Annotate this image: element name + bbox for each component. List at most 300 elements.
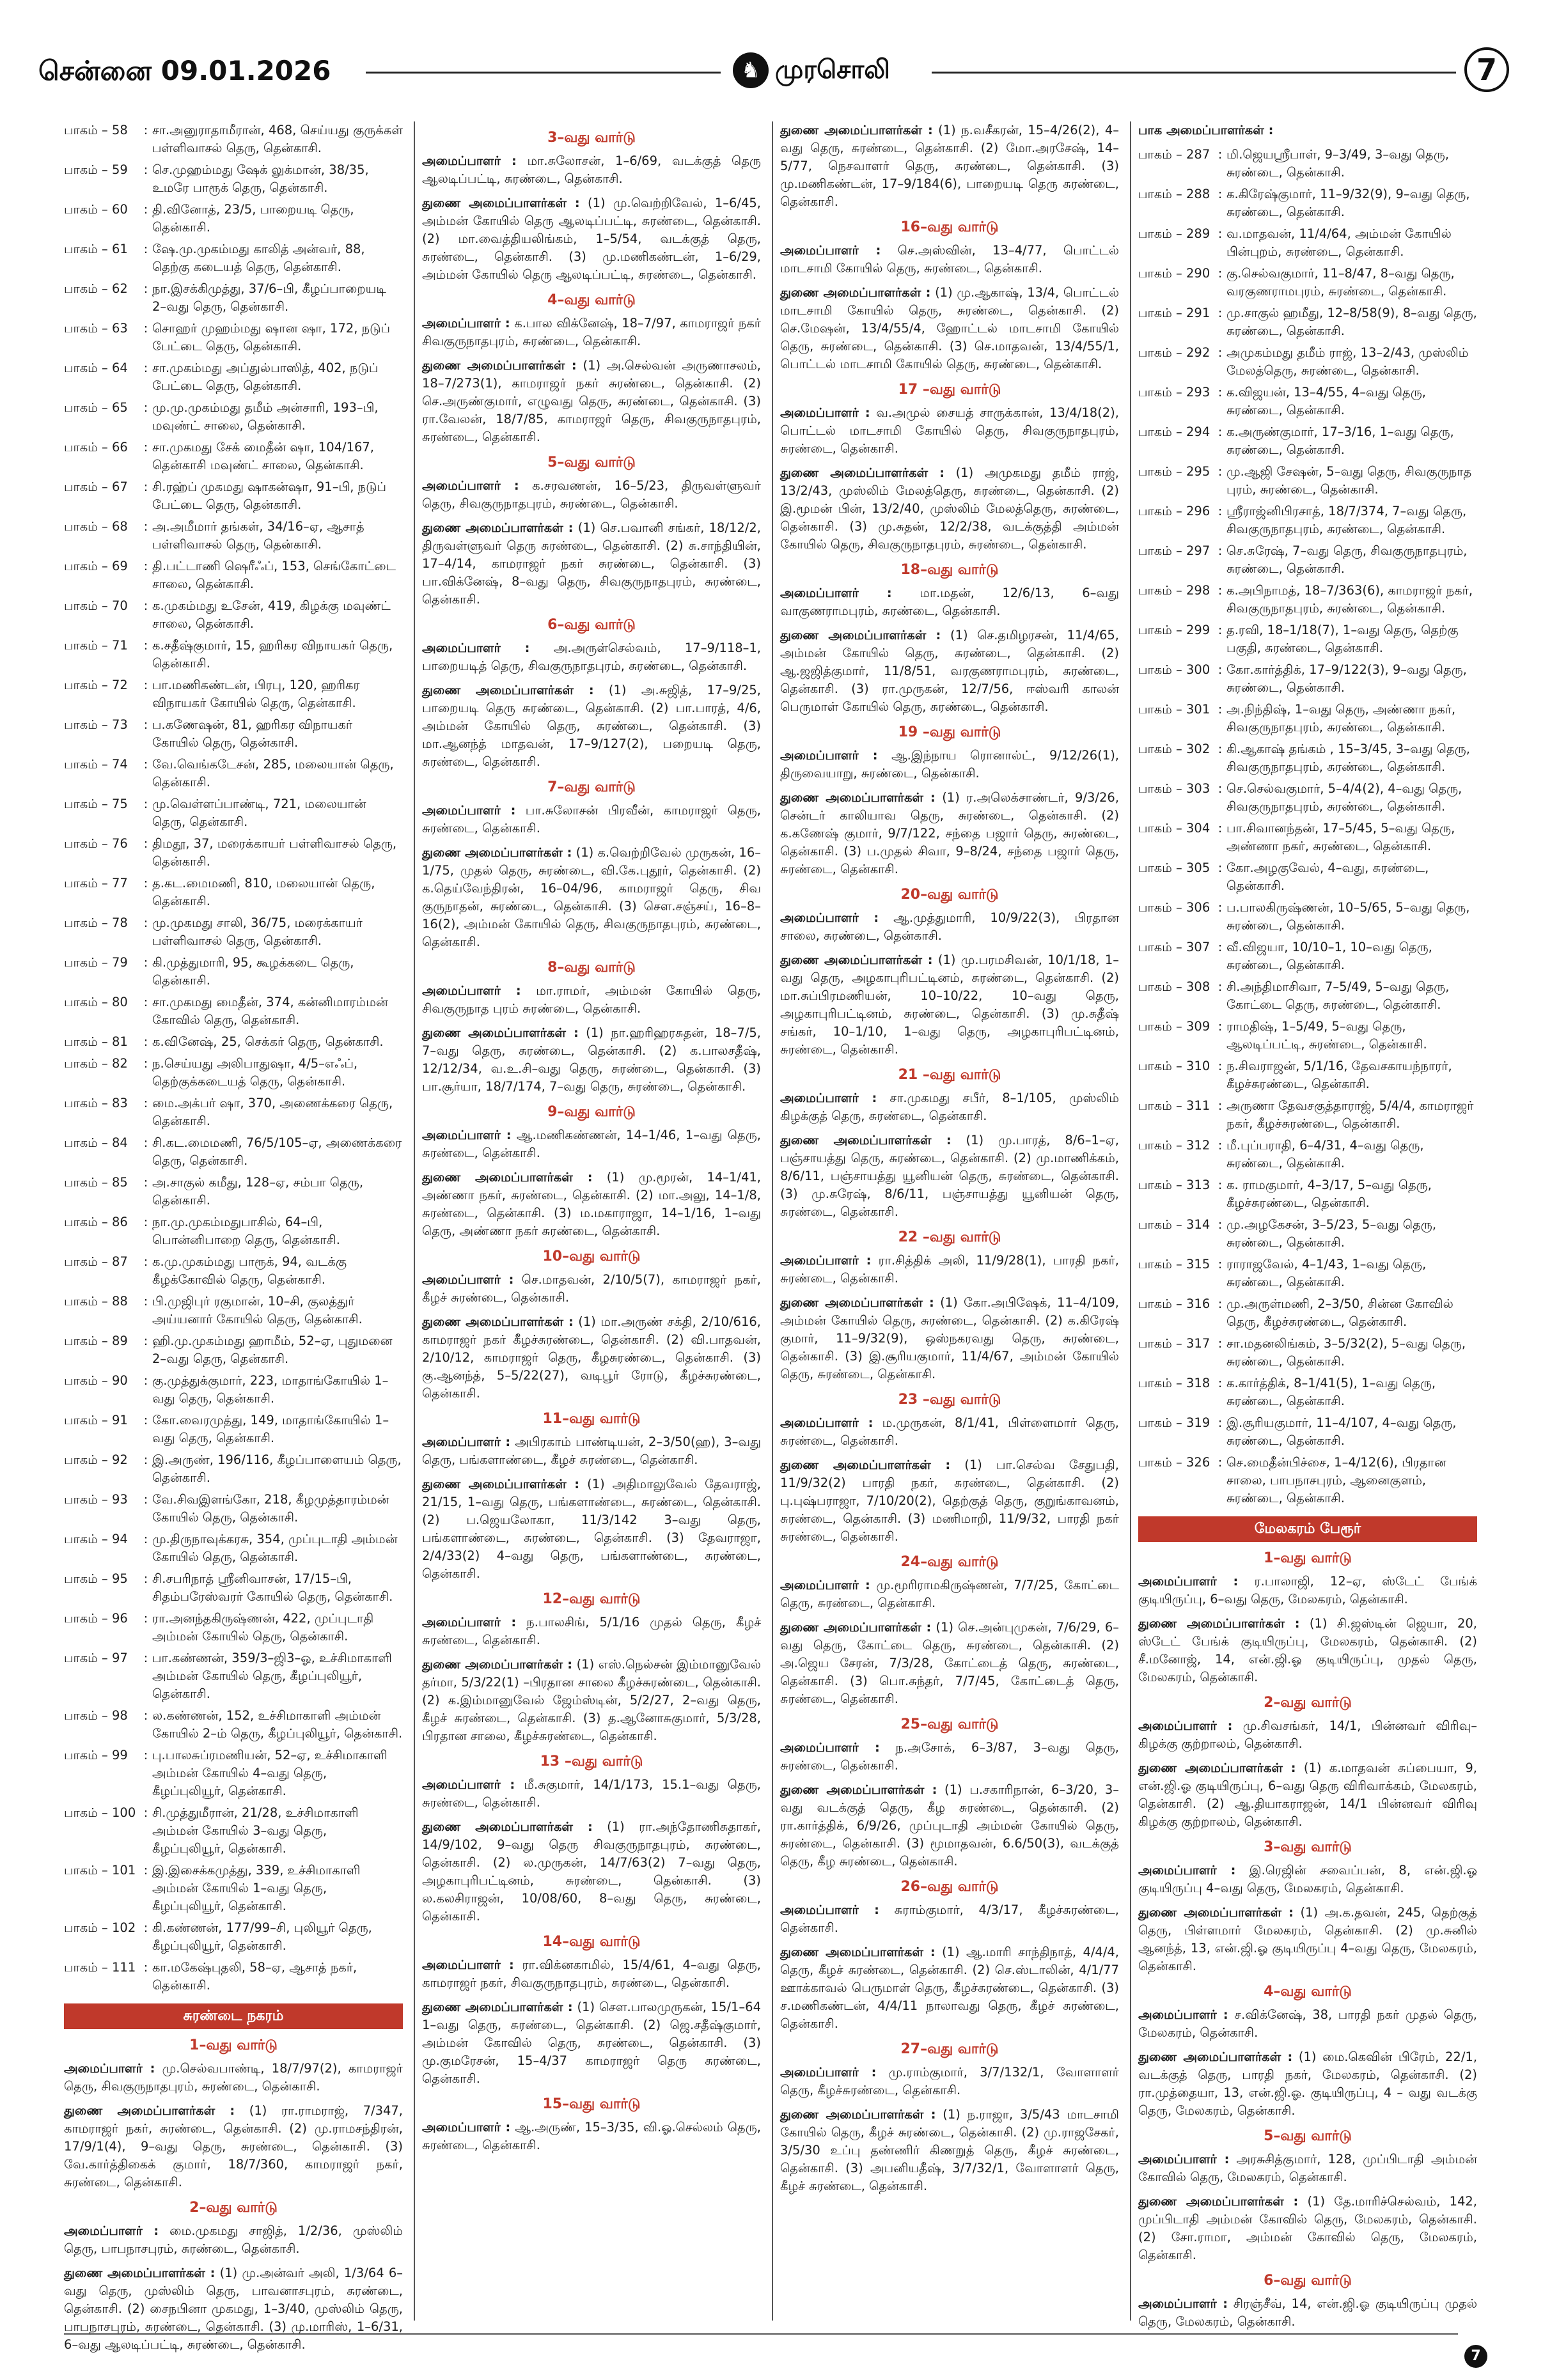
booth-row [1138,938,1477,974]
booth-entry: கா.மகேஷ்புதலி, 58–ஏ, ஆசாத் நகர், தென்காசி. [152,1960,357,1993]
ward-heading: 2–வது வார்டு [189,2200,278,2216]
separator: : [1218,543,1223,558]
booth-row [64,1033,403,1051]
separator: : [143,242,148,256]
deputy-organisers-entry [780,121,1119,211]
booth-row [1138,265,1477,300]
deputy-text: (1) ரா.அந்தோணிசுதாகர், 14/9/102, 9–வது தெரு சிவகுருநாதபுரம், சுரண்டை, தென்காசி. (2) ல.முருகன், 14/7/63(2) 7–வது தெரு, அழகாபுரிபட்டினம், சுரண்டை, தென்காசி. (3) ல.கலசிராஜன், 10/08/60, 8–வது தெரு, சுரண்டை, தென்காசி. [422,1819,761,1924]
organiser-entry [780,404,1119,458]
booth-row [64,1134,403,1170]
organiser-text: ஆ.இந்நாய ரொனால்ட், 9/12/26(1), திருவையாறு, சுரண்டை, தென்காசி. [780,748,1120,781]
deputy-text: (1) நா.ஹரிஹரசுதன், 18–7/5, 7–வது தெரு, சுரண்டை, தென்காசி. (2) க.பாலசதீஷ், 12/12/34, வ.உ.சி–வது தெரு, சுரண்டை, தென்காசி. (3) பா.சூர்யா, 18/7/174, 7–வது தெரு, சுரண்டை, தென்காசி. [422,1025,761,1094]
organiser-label: அமைப்பாளர் : [780,1902,879,1917]
booth-entry: சி.கட.மைமணி, 76/5/105–ஏ, அணைக்கரை தெரு, தென்காசி. [152,1135,402,1168]
booth-label: பாகம் – 72 [64,678,128,692]
organiser-text: சுராம்குமார், 4/3/17, கீழச்சுரண்டை, தென்காசி. [780,1902,1119,1935]
booth-label: பாகம் – 62 [64,281,128,296]
ward-heading: 3–வது வார்டு [1264,1839,1352,1855]
article-columns [64,121,1522,2352]
booth-label: பாகம் – 295 [1138,464,1210,479]
deputy-label: துணை அமைப்பாளர்கள் : [780,1620,932,1635]
ward-heading: 1–வது வார்டு [1264,1550,1352,1566]
deputy-organisers-entry [780,284,1119,373]
booth-label: பாகம் – 98 [64,1708,128,1723]
separator: : [143,1034,148,1049]
organiser-text: ர.பாலாஜி, 12–ஏ, ஸ்டேட் பேங்க் குடியிருப்பு, 6–வது தெரு, மேலகரம், தென்காசி. [1138,1574,1477,1606]
ward-heading: 22 –வது வார்டு [898,1229,1001,1245]
separator: : [1218,1138,1223,1153]
separator: : [143,995,148,1009]
organiser-label: அமைப்பாளர் : [422,153,517,168]
organiser-label: அமைப்பாளர் : [64,2061,155,2076]
organiser-text: அ.அருள்செல்வம், 17–9/118–1, பாறையடித் தெரு, சிவகுருநாதபுரம், சுரண்டை, தென்காசி. [422,641,762,673]
issue-date: சென்னை 09.01.2026 [38,55,331,86]
elephant-logo-icon: ♞ [733,52,769,88]
booth-row [64,835,403,871]
organiser-label: அமைப்பாளர் : [780,2065,877,2080]
separator: : [143,479,148,494]
booth-label: பாகம் – 301 [1138,702,1210,717]
deputy-label: துணை அமைப்பாளர்கள் : [780,465,945,480]
booth-label: பாகம் – 63 [64,321,128,336]
separator: : [1218,583,1223,598]
organiser-entry [422,1271,761,1307]
booth-entry: அருணா தேவசகுத்தாராஜ், 5/4/4, காமராஜர் நகர், கீழச்சுரண்டை, தென்காசி. [1226,1098,1474,1131]
booth-label: பாகம் – 80 [64,995,128,1009]
organiser-entry [422,315,761,350]
deputy-organisers-entry [1138,2048,1477,2120]
booth-entry: ப.கணேஷன், 81, ஹரிகர விநாயகர் கோயில் தெரு, தென்காசி. [152,717,353,750]
deputy-text: (1) ந.வசீகரன், 15–4/26(2), 4–வது தெரு, சுரண்டை, தென்காசி. (2) மோ.அரசேஷ், 14–5/77, நெசவாளர் தெரு, சுரண்டை, தென்காசி. (3) மு.மணிகண்டன், 17–9/184(6), பாறையடி தெரு சுரண்டை, தென்காசி. [780,123,1120,209]
separator: : [1218,1217,1223,1232]
separator: : [143,1334,148,1348]
separator: : [1218,385,1223,400]
booth-entry: இ.சூரியகுமார், 11–4/107, 4–வது தெரு, சுரண்டை, தென்காசி. [1226,1415,1457,1448]
separator: : [143,1452,148,1467]
deputy-text: (1) அமுகமது தமீம் ராஜ், 13/2/43, முஸ்லிம் மேலத்தெரு, சுரண்டை, தென்காசி. (2) இ.மூமன் பின், 13/2/40, முஸ்லிம் மேலத்தெரு, சுரண்டை, தென்காசி. (3) மு.சுதன், 12/2/38, வடக்குத்தி அம்மன் கோயில் தெரு, சிவகுருநாதபுரம், சுரண்டை, தென்காசி. [780,465,1119,552]
organiser-text: க.பால விக்னேஷ், 18–7/97, காமராஜர் நகர் சிவகுருநாதபுரம், சுரண்டை, தென்காசி. [422,316,761,348]
organiser-text: அரசுசித்குமார், 128, முப்பிடாதி அம்மன் கோவில் தெரு, மேலகரம், தென்காசி. [1138,2152,1477,2184]
booth-row [64,518,403,554]
booth-row [1138,740,1477,776]
booth-row [1138,1176,1477,1212]
booth-row [1138,1137,1477,1172]
booth-entry: வ.மாதவன், 11/4/64, அம்மன் கோயில் பின்புறம், சுரண்டை, தென்காசி. [1226,226,1452,259]
booth-row [64,1746,403,1800]
separator: : [1218,1455,1223,1470]
ward-heading: 16–வது வார்டு [900,219,999,235]
booth-row [64,1253,403,1289]
deputy-organisers-entry [422,681,761,771]
column-1 [64,121,403,2352]
booth-entry: சா.முகமது மைதீன், 374, கன்னிமாரம்மன் கோவில் தெரு, தென்காசி. [152,995,388,1027]
booth-row [64,1919,403,1955]
ward-heading: 13 –வது வார்டு [540,1754,643,1769]
booth-entry: கி.முத்துமாரி, 95, கூழக்கடை தெரு, தென்காசி. [152,955,354,988]
booth-entry: கோ.அழகுவேல், 4–வது, சுரண்டை, தென்காசி. [1226,860,1429,893]
organiser-label: அமைப்பாளர் : [422,1777,515,1792]
booth-label: பாகம் – 76 [64,836,128,851]
deputy-text: (1) மு.பாரத், 8/6–1–ஏ, பஞ்சாயத்து தெரு, சுரண்டை, தென்காசி. (2) மு.மாணிக்கம், 8/6/11, பஞ்சாயத்து யூனியன் தெரு, சுரண்டை, தென்காசி. (3) மு.சுரேஷ், 8/6/11, பஞ்சாயத்து யூனியன் தெரு, சுரண்டை, தென்காசி. [780,1133,1119,1219]
organiser-label: அமைப்பாளர் : [1138,2007,1228,2022]
booth-label: பாகம் – 312 [1138,1138,1210,1153]
booth-entry: க.விஜயன், 13–4/55, 4–வது தெரு, சுரண்டை, தென்காசி. [1226,385,1426,417]
booth-label: பாகம் – 297 [1138,543,1210,558]
booth-entry: ராமதிஷ், 1–5/49, 5–வது தெரு, ஆலடிப்பட்டி, சுரண்டை, தென்காசி. [1226,1019,1427,1052]
organiser-text: சா.முகமது சபீர், 8–1/105, முஸ்லிம் கிழக்குத் தெரு, சுரண்டை, தென்காசி. [780,1091,1120,1123]
ward-heading: 26–வது வார்டு [900,1879,999,1895]
booth-row [64,1530,403,1566]
booth-row [64,993,403,1029]
booth-row [64,399,403,435]
organiser-entry [780,1576,1119,1612]
booth-entry: சி.ரஹ்ப் முகமது ஷாகன்ஷா, 91–பி, நடுப் பேட்டை தெரு, தென்காசி. [152,479,387,512]
booth-row [1138,661,1477,697]
organiser-entry [422,477,761,513]
deputy-label: துணை அமைப்பாளர்கள் : [780,285,931,300]
organiser-text: ஆ.அருண், 15–3/35, வி.ஓ.செல்லம் தெரு, சுரண்டை, தென்காசி. [422,2120,761,2152]
booth-label: பாகம் – 74 [64,757,128,772]
masthead-rule-left [366,72,721,74]
booth-entry: இ.இசைக்கமுத்து, 339, உச்சிமாகாளி அம்மன் கோயில் 1–வது தெரு, கீழப்புலியூர், தென்காசி. [152,1863,361,1913]
deputy-organisers-entry [780,1781,1119,1871]
organiser-label: அமைப்பாளர் : [422,2120,511,2135]
booth-row [1138,978,1477,1014]
ward-heading: 4–வது வார்டு [1264,1984,1352,2000]
booth-label: பாகம் – 291 [1138,306,1210,320]
booth-row [64,1412,403,1447]
deputy-label: துணை அமைப்பாளர்கள் : [780,628,941,642]
booth-label: பாகம் – 90 [64,1373,128,1388]
booth-label: பாகம் – 101 [64,1863,136,1878]
booth-entry: ப.பாலகிருஷ்ணன், 10–5/65, 5–வது தெரு, சுரண்டை, தென்காசி. [1226,900,1470,933]
booth-label: பாகம் – 86 [64,1215,128,1229]
booth-label: பாகம் – 94 [64,1532,128,1546]
deputy-organisers-entry [780,1619,1119,1708]
booth-label: பாகம் – 296 [1138,504,1210,518]
deputy-label: துணை அமைப்பாளர்கள் : [64,2103,235,2118]
booth-entry: மு.வெள்ளப்பாண்டி, 721, மலையான் தெரு, தென்காசி. [152,797,366,829]
booth-label: பாகம் – 61 [64,242,128,256]
deputy-label: துணை அமைப்பாளர்கள் : [422,683,594,697]
organiser-text: ச.விக்னேஷ், 38, பாரதி நகர் முதல் தெரு, மேலகரம், தென்காசி. [1138,2007,1478,2040]
organiser-entry [422,1126,761,1162]
organiser-entry [780,1414,1119,1450]
organiser-entry [1138,1573,1477,1608]
organiser-label: அமைப்பாளர் : [780,748,878,763]
booth-entry: கோ.கார்த்திக், 17–9/122(3), 9–வது தெரு, சுரண்டை, தென்காசி. [1226,662,1467,695]
deputy-text: (1) கோ.அபிஷேக், 11–4/109, அம்மன் கோயில் தெரு, சுரண்டை, தென்காசி. (2) க.கிரேஷ் குமார், 11–9/32(9), ஒஸ்நகரவது தெரு, சுரண்டை, தென்காசி. (3) இ.சூரியகுமார், 11/4/67, அம்மன் கோயில் தெரு, சுரண்டை, தென்காசி. [780,1295,1119,1381]
booth-entry: த.ரவி, 18–1/18(7), 1–வது தெரு, தெற்கு பகுதி, சுரண்டை, தென்காசி. [1226,623,1459,655]
deputy-text: (1) மு.வெற்றிவேல், 1–6/45, அம்மன் கோயில் தெரு ஆலடிப்பட்டி, சுரண்டை, தென்காசி. (2) மா.வைத்தியலிங்கம், 1–5/54, வடக்குத் தெரு, சுரண்டை, தென்காசி. (3) மு.மணிகண்டன், 1–6/29, அம்மன் கோயில் தெரு ஆலடிப்பட்டி, சுரண்டை, தென்காசி. [422,196,761,282]
organiser-text: ரா.சித்திக் அலி, 11/9/28(1), பாரதி நகர், சுரண்டை, தென்காசி. [780,1253,1119,1286]
deputy-organisers-entry [780,1132,1119,1221]
masthead [33,46,1510,107]
booth-row [64,1862,403,1915]
separator: : [143,955,148,970]
deputy-text: (1) மு.அன்வர் அலி, 1/3/64 6–வது தெரு, முஸ்லிம் தெரு, பாவனாசபுரம், சுரண்டை, தென்காசி. (2) சைநபினா முகமது, 1–3/40, முஸ்லிம் தெரு, பாபநாசபுரம், சுரண்டை, தென்காசி. (3) மு.மாரிஸ், 1–6/31, 6–வது ஆலடிப்பட்டி, சுரண்டை, தென்காசி. [64,2266,403,2352]
booth-label: பாகம் – 69 [64,559,128,573]
deputy-organisers-entry [422,1656,761,1745]
booth-row [1138,1216,1477,1252]
deputy-text: (1) ந.ராஜா, 3/5/43 மாடசாமி கோயில் தெரு, கீழச் சுரண்டை, தென்காசி. (2) மு.ராஜசேகர், 3/5/30 உப்பு தண்ணிர் கிணறுத் தெரு, கீழச் சுரண்டை, தென்காசி. (3) அபனியதீஷ், 3/7/32/1, வோளாளர் தெரு, கீழச் சுரண்டை, தென்காசி. [780,2107,1120,2193]
booth-label: பாகம் – 79 [64,955,128,970]
booth-label: பாகம் – 91 [64,1413,128,1427]
deputy-text: (1) அதிமாலுவேல் தேவராஜ், 21/15, 1–வது தெரு, பங்களாண்டை, சுரண்டை, தென்காசி. (2) ப.ஜெயலோகா, 11/3/142 3–வது தெரு, பங்களாண்டை, சுரண்டை, தென்காசி. (3) தேவராஜா, 2/4/33(2) 4–வது தெரு, பங்களாண்டை, சுரண்டை, தென்காசி. [422,1477,762,1581]
organiser-label: அமைப்பாளர் : [780,243,881,258]
booth-row [64,716,403,752]
booth-label: பாகம் – 310 [1138,1059,1210,1073]
booth-label: பாகம் – 83 [64,1096,128,1110]
separator: : [143,797,148,811]
ward-heading: 7–வது வார்டு [547,779,636,795]
booth-row [1138,899,1477,935]
booth-row [1138,621,1477,657]
separator: : [1218,979,1223,994]
booth-entry: க.கார்த்திக், 8–1/41(5), 1–வது தெரு, சுரண்டை, தென்காசி. [1226,1376,1436,1408]
booth-row [1138,502,1477,538]
booth-entry: இ.அருண், 196/116, கீழப்பாளையம் தெரு, தென்காசி. [152,1452,402,1485]
booth-entry: ஸ்ரீராஜ்னிபிரசாத், 18/7/374, 7–வது தெரு, சிவகுருநாதபுரம், சுரண்டை, தென்காசி. [1226,504,1467,536]
booth-row [64,1174,403,1209]
deputy-label: துணை அமைப்பாளர்கள் : [1138,1761,1296,1775]
separator: : [143,361,148,375]
organiser-text: வ.அமுல் சையத் சாருக்கான், 13/4/18(2), பொட்டல் மாடசாமி கோயில் தெரு, சிவகுருநாதபுரம், சுரண்டை, தென்காசி. [780,405,1119,456]
booth-label: பாகம் – 95 [64,1571,128,1586]
organiser-text: மா.ராமர், அம்மன் கோயில் தெரு, சிவகுருநாத புரம் சுரண்டை, தென்காசி. [422,983,761,1016]
booth-entry: ரா.அனந்தகிருஷ்ணன், 422, முப்புடாதி அம்மன் கோயில் தெரு, தென்காசி. [152,1611,374,1644]
organiser-entry [1138,2295,1477,2331]
booth-row [64,240,403,276]
organiser-entry [1138,1862,1477,1897]
booth-label: பாகம் – 111 [64,1960,136,1975]
deputy-label: துணை அமைப்பாளர்கள் : [780,1133,952,1147]
booth-entry: வீ.விஜயா, 10/10–1, 10–வது தெரு, சுரண்டை, தென்காசி. [1226,940,1432,972]
ward-heading: 24–வது வார்டு [900,1554,999,1570]
organiser-entry [780,1089,1119,1125]
booth-entry: ஹி.மு.முகம்மது ஹாமீம், 52–ஏ, புதுமனை 2–வது தெரு, தென்காசி. [152,1334,393,1366]
organiser-entry [422,1433,761,1469]
booth-row [1138,1256,1477,1291]
booth-entry: த.கட.மைமணி, 810, மலையான் தெரு, தென்காசி. [152,876,375,908]
booth-row [1138,582,1477,618]
organiser-label: அமைப்பாளர் : [64,2223,159,2238]
separator: : [1218,742,1223,756]
deputy-label: துணை அமைப்பாளர்கள் : [422,1819,593,1834]
booth-label: பாகம் – 304 [1138,821,1210,836]
ward-heading: 21 –வது வார்டு [898,1067,1001,1083]
separator: : [1218,464,1223,479]
deputy-label: துணை அமைப்பாளர்கள் : [422,196,580,210]
booth-row [1138,1374,1477,1410]
booth-entry: சொஹர் முஹம்மது ஷான ஷா, 172, நடுப் பேட்டை தெரு, தென்காசி. [152,321,391,354]
separator: : [1218,940,1223,954]
booth-label: பாகம் – 290 [1138,266,1210,281]
booth-row [1138,1057,1477,1093]
booth-entry: ஷே.மு.முகம்மது காலித் அன்வர், 88, தெற்கு கடையத் தெரு, தென்காசி. [152,242,365,274]
booth-entry: வே.சிவஇளங்கோ, 218, கீழமுத்தாரம்மன் கோயில் தெரு, தென்காசி. [152,1492,389,1525]
deputy-text: (1) செ.அன்புமுகன், 7/6/29, 6–வது தெரு, கோட்டை தெரு, சுரண்டை, தென்காசி. (2) அ.ஜெய சேரன், 7/3/28, கோட்டைத் தெரு, சுரண்டை, தென்காசி. (3) பொ.சுந்தர், 7/7/45, கோட்டைத் தெரு, சுரண்டை, தென்காசி. [780,1620,1119,1706]
booth-row [64,1804,403,1858]
separator: : [143,757,148,772]
deputy-organisers-entry [780,626,1119,716]
deputy-label: துணை அமைப்பாளர்கள் : [780,2107,936,2122]
masthead-rule-right [932,72,1456,74]
separator: : [1218,1098,1223,1113]
deputy-label: துணை அமைப்பாளர்கள் : [780,1295,934,1310]
booth-row [64,557,403,593]
booth-row [64,1055,403,1091]
separator: : [143,440,148,455]
separator: : [143,678,148,692]
booth-label: பாகம் – 311 [1138,1098,1210,1113]
separator: : [143,1920,148,1935]
booth-label: பாகம் – 293 [1138,385,1210,400]
booth-entry: ந.சிவராஜன், 5/1/16, தேவசகாயந்நாரர், கீழச்சுரண்டை, தென்காசி. [1226,1059,1452,1091]
booth-label: பாகம் – 92 [64,1452,128,1467]
booth-entry: மீ.புப்பராதி, 6–4/31, 4–வது தெரு, சுரண்டை, தென்காசி. [1226,1138,1424,1171]
booth-row [64,954,403,990]
organiser-text: செ.அஸ்வின், 13–4/77, பொட்டல் மாடசாமி கோயில் தெரு, சுரண்டை, தென்காசி. [780,243,1119,276]
ward-heading: 5–வது வார்டு [1264,2128,1352,2144]
organiser-label: அமைப்பாளர் : [1138,2296,1228,2311]
booth-label: பாகம் – 73 [64,717,128,732]
section-heading-melagaram: மேலகரம் பேரூர் [1138,1516,1477,1542]
booth-row [64,637,403,673]
booth-entry: மி.ஜெயஸ்ரீபாள், 9–3/49, 3–வது தெரு, சுரண்டை, தென்காசி. [1226,147,1450,180]
organiser-text: ம.முருகன், 8/1/41, பிள்ளைமார் தெரு, சுரண்டை, தென்காசி. [780,1415,1120,1448]
separator: : [143,1215,148,1229]
booth-label: பாகம் – 78 [64,915,128,930]
booth-entry: செ.முஹம்மது ஷேக் லுக்மான், 38/35, உமரே பாரூக் தெரு, தென்காசி. [152,162,369,195]
booth-row [64,1451,403,1487]
deputy-text: (1) ரா.ராமராஜ், 7/347, காமராஜர் நகர், சுரண்டை, தென்காசி. (2) மு.ராமசந்திரன், 17/9/1(4), 9–வது தெரு, சுரண்டை, தென்காசி. (3) வே.கார்த்திகைக் குமார், 18/7/360, காமராஜர் நகர், சுரண்டை, தென்காசி. [64,2103,403,2189]
deputy-label: துணை அமைப்பாளர்கள் : [422,2000,573,2014]
separator: : [143,1651,148,1665]
booth-entry: கோ.வைரமுத்து, 149, மாதாங்கோயில் 1–வது தெரு, தென்காசி. [152,1413,389,1445]
ward-heading: 20–வது வார்டு [900,887,999,903]
organiser-text: பா.சுலோசன் பிரவீன், காமராஜர் தெரு, சுரண்டை, தென்காசி. [422,803,761,836]
organiser-label: அமைப்பாளர் : [780,910,879,925]
organiser-entry [422,2119,761,2154]
booth-entry: கி.ஆகாஷ் தங்கம் , 15–3/45, 3–வது தெரு, சிவகுருநாதபுரம், சுரண்டை, தென்காசி. [1226,742,1470,774]
booth-entry: திமதூ, 37, மரைக்காயர் பள்ளிவாசல் தெரு, தென்காசி. [152,836,397,869]
deputy-label: துணை அமைப்பாளர்கள் : [780,953,933,967]
deputy-text: (1) செ.தமிழரசன், 11/4/65, அம்மன் கோயில் தெரு, சுரண்டை, தென்காசி. (2) ஆ.ஜஜித்குமார், 11/8/51, வரகுணராமபுரம், சுரண்டை, தென்காசி. (3) ரா.முருகன், 12/7/56, ஈஸ்வரி காலன் பெருமாள் கோயில் தெரு, சுரண்டை, தென்காசி. [780,628,1120,714]
bottom-rule [64,2333,1458,2335]
ward-heading: 1–வது வார்டு [189,2037,278,2053]
booth-label: பாகம் – 318 [1138,1376,1210,1390]
booth-label: பாகம் – 302 [1138,742,1210,756]
organiser-text: மா.மதன், 12/6/13, 6–வது வாகுணராமபுரம், சுரண்டை, தென்காசி. [780,586,1119,618]
booth-row [1138,701,1477,736]
organiser-text: க.சரவணன், 16–5/23, திருவள்ளுவர் தெரு, சிவகுருநாதபுரம், சுரண்டை, தென்காசி. [422,478,761,511]
deputy-text: (1) பா.செல்வ சேதுபதி, 11/9/32(2) பாரதி நகர், சுரண்டை, தென்காசி. (2) பு.புஷ்பராஜா, 7/10/20(2), தெற்குத் தெரு, குறுங்காவனம், சுரண்டை, தென்காசி. (3) மணிமாறி, 11/9/32, பாரதி நகர் சுரண்டை, தென்காசி. [780,1458,1119,1544]
organiser-text: மு.ராம்குமார், 3/7/132/1, வோளாளர் தெரு, கீழச்சுரண்டை, தென்காசி. [780,2065,1119,2097]
separator: : [1218,345,1223,360]
ward-heading: 10–வது வார்டு [542,1248,641,1264]
separator: : [1218,1296,1223,1311]
deputy-organisers-entry [780,1294,1119,1383]
organiser-label: அமைப்பாளர் : [1138,1718,1233,1733]
booth-label: பாகம் – 96 [64,1611,128,1626]
booth-label: பாகம் – 99 [64,1748,128,1762]
separator: : [1218,702,1223,717]
booth-entry: மு.அழகேசன், 3–5/23, 5–வது தெரு, சுரண்டை, தென்காசி. [1226,1217,1437,1250]
deputy-organisers-entry [64,2102,403,2191]
booth-label: பாகம் – 316 [1138,1296,1210,1311]
booth-row [64,201,403,237]
separator: : [1218,1336,1223,1351]
booth-entry: மு.திருநாவுக்கரசு, 354, முப்புடாதி அம்மன் கோயில் தெரு, தென்காசி. [152,1532,398,1564]
organiser-label: அமைப்பாளர் : [422,1615,517,1629]
deputy-organisers-entry [422,1998,761,2088]
ward-heading: 14–வது வார்டு [542,1934,641,1950]
column-3 [780,121,1119,2321]
separator: : [143,1175,148,1190]
organiser-entry [780,1901,1119,1937]
booth-entry: பு.பாலசுப்ரமணியன், 52–ஏ, உச்சிமாகாளி அம்மன் கோயில் 4–வது தெரு, கீழப்புலியூர், தென்காசி. [152,1748,388,1798]
booth-row [64,359,403,395]
deputy-organisers-entry [422,1169,761,1240]
booth-entry: பி.முஜிபுர் ரகுமான், 10–சி, குலத்துர் அய்யனார் கோயில் தெரு, தென்காசி. [152,1294,363,1326]
ward-heading: 8–வது வார்டு [547,960,636,976]
separator: : [143,162,148,177]
deputy-text: (1) ஆ.மாரி சாந்திநாத், 4/4/4, தெரு, கீழச் சுரண்டை, தென்காசி. (2) செ.ஸ்டாலின், 4/1/77 ஊாக்காவல் பெருமாள் தெரு, கீழச்சுரண்டை, தென்காசி. (3) ச.மணிகண்டன், 4/4/11 நாலாவது தெரு, கீழச் சுரண்டை, தென்காசி. [780,1945,1120,2031]
booth-label: பாகம் – 314 [1138,1217,1210,1232]
deputy-label: துணை அமைப்பாளர்கள் : [780,1782,937,1797]
booth-label: பாகம் – 58 [64,123,128,137]
booth-label: பாகம் – 308 [1138,979,1210,994]
booth-row [1138,146,1477,182]
deputy-text: (1) மு.மூரன், 14–1/41, அண்ணா நகர், சுரண்டை, தென்காசி. (2) மா.அலு, 14–1/8, சுரண்டை, தென்காசி. (3) ம.மகாராஜா, 14–1/16, 1–வது தெரு, அண்ணா நகர் சுரண்டை, தென்காசி. [422,1170,761,1238]
booth-row [1138,1335,1477,1371]
booth-label: பாகம் – 315 [1138,1257,1210,1272]
organiser-entry [1138,2151,1477,2186]
booth-entry: அமுகம்மது தமீம் ராஜ், 13–2/43, முஸ்லிம் மேலத்தெரு, சுரண்டை, தென்காசி. [1226,345,1469,378]
booth-row [1138,1454,1477,1507]
booth-row [64,676,403,712]
ward-heading: 6–வது வார்டு [547,617,636,633]
booth-row [1138,185,1477,221]
booth-label: பாகம் – 309 [1138,1019,1210,1034]
deputy-organisers-entry [64,2264,403,2354]
booth-label: பாகம் – 287 [1138,147,1210,162]
booth-label: பாகம் – 71 [64,638,128,653]
separator: : [143,1056,148,1071]
booth-entry: கி.கண்ணன், 177/99–சி, புலியூர் தெரு, கீழப்புலியூர், தென்காசி. [152,1920,372,1953]
separator: : [143,123,148,137]
deputy-organisers-entry [780,951,1119,1059]
booth-entry: க.அபிநாமத், 18–7/363(6), காமராஜர் நகர், சிவகுருநாதபுரம், சுரண்டை, தென்காசி. [1226,583,1473,616]
ward-heading: 18–வது வார்டு [900,562,999,578]
organiser-text: மு.செல்வபாண்டி, 18/7/97(2), காமராஜர் தெரு, சிவகுருநாதபுரம், சுரண்டை, தென்காசி. [64,2061,403,2094]
organiser-label: அமைப்பாளர் : [422,1272,514,1287]
separator: : [143,1294,148,1309]
booth-entry: பா.கண்ணன், 359/3–ஜி3–ஓ, உச்சிமாகாளி அம்மன் கோயில் தெரு, கீழப்புலியூர், தென்காசி. [152,1651,392,1701]
deputy-label: துணை அமைப்பாளர்கள் : [422,1477,580,1491]
booth-row [64,597,403,633]
booth-entry: தி.வினோத், 23/5, பாறையடி தெரு, தென்காசி. [152,202,354,235]
ward-heading: 27–வது வார்டு [900,2041,999,2057]
ward-heading: 4–வது வார்டு [547,292,636,308]
separator: : [143,202,148,217]
organiser-entry [422,982,761,1018]
deputy-text: (1) அ.க.தவன், 245, தெற்குத் தெரு, பிள்ளமார் மேலகரம், தென்காசி. (2) மு.சுனில் ஆனந்த், 13, என்.ஜி.ஓ குடியிருப்பு 4–வது தெரு, மேலகரம், தென்காசி. [1138,1905,1478,1973]
booth-entry: கு.முத்துக்குமார், 223, மாதாங்கோயில் 1–வது தெரு, தென்காசி. [152,1373,389,1406]
separator: : [143,1748,148,1762]
booth-row [64,1491,403,1527]
